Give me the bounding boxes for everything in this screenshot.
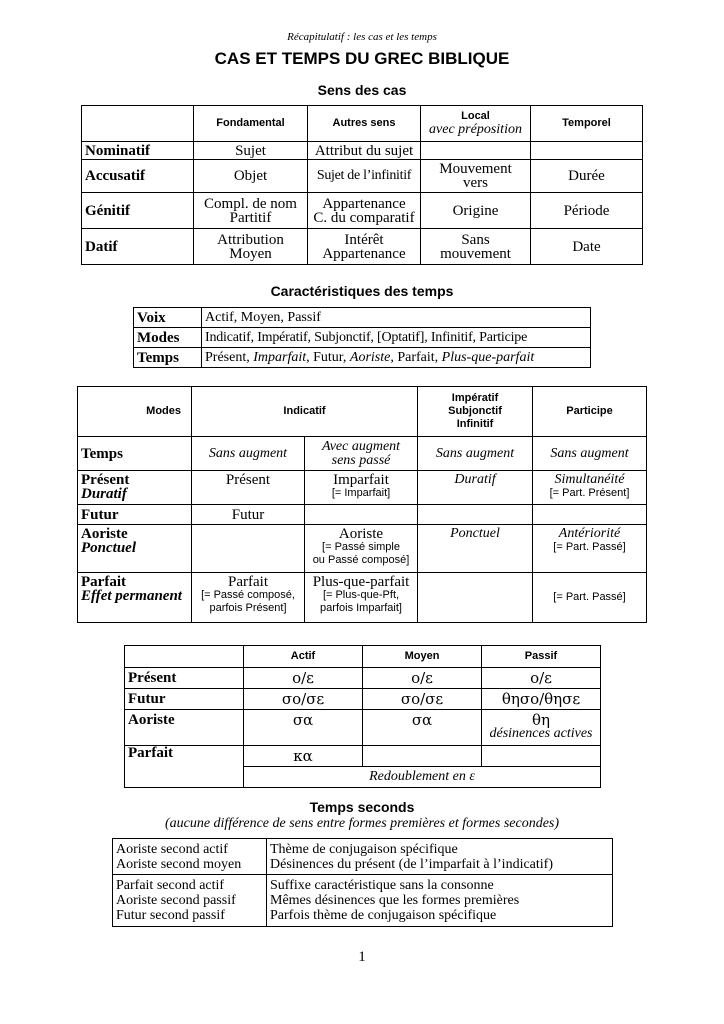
redoublement-note: Redoublement en ε <box>244 767 601 788</box>
case-fondamental <box>194 193 308 229</box>
aoriste-ind2-note: ou Passé composé] <box>312 554 410 566</box>
temps-value <box>202 348 591 368</box>
case-fondamental-line: Compl. de nom <box>204 195 297 212</box>
aoriste-label: Aoriste <box>81 526 128 542</box>
case-autres-sens: Sujet de l’infinitif <box>308 160 421 193</box>
parfait-ind2-note: [= Plus-que-Pft, <box>322 589 400 601</box>
modes-header-imperatif <box>418 387 533 437</box>
voix-label: Voix <box>134 308 202 328</box>
temps-part: , Futur, <box>306 349 350 365</box>
second-group2-right <box>267 875 613 927</box>
voice-header-moyen: Moyen <box>363 646 482 668</box>
present-part <box>533 471 647 505</box>
voice-table <box>124 645 601 788</box>
case-local-line: Sans <box>461 231 490 248</box>
cases-heading: Sens des cas <box>317 82 407 98</box>
voice-actif: σα <box>244 710 363 746</box>
present-sub: Duratif <box>81 486 127 502</box>
second-group2-left <box>113 875 267 927</box>
voice-corner <box>125 646 244 668</box>
aoriste-ind2-note: [= Passé simple <box>322 541 400 553</box>
aoriste-ind1 <box>192 525 305 573</box>
parfait-ind1 <box>192 573 305 623</box>
cases-header-local-label: Local <box>461 110 490 122</box>
voice-row <box>125 710 601 746</box>
cases-row <box>82 160 643 193</box>
aoriste-part-note: [= Part. Passé] <box>553 541 626 553</box>
modes-value: Indicatif, Impératif, Subjonctif, [Optatif], Infinitif, Participe <box>202 328 591 348</box>
avec-augment <box>305 437 418 471</box>
document-subtitle: Récapitulatif : les cas et les temps <box>287 31 437 43</box>
present-ind2-label: Imparfait <box>333 472 389 488</box>
second-tenses-table <box>112 838 613 927</box>
aoriste-label-cell <box>78 525 192 573</box>
case-fondamental-line: Attribution <box>217 231 284 248</box>
second-tenses-subheading: (aucune différence de sens entre formes premières et formes secondes) <box>164 816 560 831</box>
case-autres-sens: Attribut du sujet <box>308 142 421 160</box>
modes-header-line: Infinitif <box>456 418 494 430</box>
second-tense-label: Aoriste second actif <box>116 841 228 857</box>
case-local <box>421 160 531 193</box>
modes-header-line: Impératif <box>451 392 499 404</box>
case-name: Génitif <box>82 193 194 229</box>
voice-passif-note: désinences actives <box>489 726 593 741</box>
case-autres-sens <box>308 193 421 229</box>
sans-augment: Sans augment <box>418 437 533 471</box>
parfait-sub: Effet permanent <box>81 588 182 604</box>
voice-passif: θησο/θησε <box>482 689 601 710</box>
case-autres-line: Appartenance <box>322 245 406 262</box>
second-group1-right <box>267 839 613 875</box>
second-tense-desc: Parfois thème de conjugaison spécifique <box>270 908 497 923</box>
voice-row-label: Futur <box>125 689 244 710</box>
futur-ind1: Futur <box>192 505 305 525</box>
temps-part: Aoriste <box>349 349 391 365</box>
voice-actif: κα <box>244 746 363 767</box>
voice-moyen: σο/σε <box>363 689 482 710</box>
present-part-label: Simultanéité <box>554 472 625 487</box>
case-local: Origine <box>421 193 531 229</box>
modes-label: Modes <box>134 328 202 348</box>
sans-augment: Sans augment <box>192 437 305 471</box>
voice-header-passif: Passif <box>482 646 601 668</box>
parfait-part <box>533 573 647 623</box>
characteristics-heading: Caractéristiques des temps <box>270 283 454 299</box>
second-group1-left <box>113 839 267 875</box>
modes-table <box>77 386 647 623</box>
voice-header-actif: Actif <box>244 646 363 668</box>
case-local-line: vers <box>463 175 488 191</box>
aoriste-imp: Ponctuel <box>418 525 533 573</box>
cases-header-local <box>421 106 531 142</box>
page-number: 1 <box>358 949 366 965</box>
parfait-ind1-note: [= Passé composé, <box>201 589 295 601</box>
cases-row <box>82 229 643 265</box>
case-autres-line: Appartenance <box>322 195 406 212</box>
voice-passif <box>482 746 601 767</box>
temps-part: Plus-que-parfait <box>441 349 535 365</box>
case-temporel: Période <box>531 193 643 229</box>
aoriste-part <box>533 525 647 573</box>
avec-augment-line: sens passé <box>331 452 391 468</box>
modes-header-indicatif: Indicatif <box>192 387 418 437</box>
case-fondamental: Objet <box>194 160 308 193</box>
modes-temps-label: Temps <box>78 437 192 471</box>
aoriste-ind2 <box>305 525 418 573</box>
case-name: Nominatif <box>82 142 194 160</box>
parfait-part-note: [= Part. Passé] <box>553 591 626 603</box>
voice-row <box>125 689 601 710</box>
voice-moyen: σα <box>363 710 482 746</box>
case-local-line: mouvement <box>440 245 511 262</box>
case-fondamental <box>194 229 308 265</box>
present-ind2-note: [= Imparfait] <box>331 487 391 499</box>
case-autres-sens <box>308 229 421 265</box>
case-name: Accusatif <box>82 160 194 193</box>
temps-label: Temps <box>134 348 202 368</box>
parfait-ind2 <box>305 573 418 623</box>
case-autres-line: Intérêt <box>344 231 384 248</box>
sans-augment: Sans augment <box>533 437 647 471</box>
second-tense-label: Aoriste second moyen <box>116 856 242 872</box>
voice-passif-value: θη <box>531 711 551 729</box>
second-tense-label: Parfait second actif <box>116 878 225 893</box>
parfait-label: Parfait <box>81 574 126 590</box>
parfait-ind2-label: Plus-que-parfait <box>312 574 410 590</box>
avec-augment-line: Avec augment <box>321 438 401 454</box>
temps-part: , Parfait, <box>390 349 442 365</box>
voix-value: Actif, Moyen, Passif <box>202 308 591 328</box>
modes-header-modes: Modes <box>78 387 192 437</box>
parfait-ind2-note: parfois Imparfait] <box>320 602 402 614</box>
parfait-ind1-label: Parfait <box>228 574 268 590</box>
present-imp: Duratif <box>418 471 533 505</box>
temps-part: Présent, <box>205 349 254 365</box>
voice-moyen: ο/ε <box>363 668 482 689</box>
voice-actif: σο/σε <box>244 689 363 710</box>
futur-ind2 <box>305 505 418 525</box>
present-ind1: Présent <box>192 471 305 505</box>
voice-moyen <box>363 746 482 767</box>
second-tenses-heading: Temps seconds <box>309 799 415 815</box>
voice-passif <box>482 710 601 746</box>
voice-row <box>125 668 601 689</box>
voice-passif: ο/ε <box>482 668 601 689</box>
characteristics-table <box>133 307 591 368</box>
case-name: Datif <box>82 229 194 265</box>
futur-imp <box>418 505 533 525</box>
document-title: CAS ET TEMPS DU GREC BIBLIQUE <box>214 49 510 68</box>
case-fondamental: Sujet <box>194 142 308 160</box>
second-tense-desc: Désinences du présent (de l’imparfait à l’indicatif) <box>270 856 553 872</box>
case-local-line: Mouvement <box>439 161 512 177</box>
cases-table <box>81 105 643 265</box>
case-temporel: Date <box>531 229 643 265</box>
temps-part: Imparfait <box>253 349 307 365</box>
voice-row-label: Présent <box>125 668 244 689</box>
case-temporel <box>531 142 643 160</box>
cases-header-local-sub: avec préposition <box>429 122 522 137</box>
voice-row <box>125 746 601 767</box>
aoriste-part-label: Antériorité <box>558 526 621 541</box>
cases-row <box>82 193 643 229</box>
aoriste-ind2-label: Aoriste <box>338 526 384 542</box>
present-part-note: [= Part. Présent] <box>549 487 630 499</box>
aoriste-sub: Ponctuel <box>81 540 136 556</box>
cases-row <box>82 142 643 160</box>
second-tense-desc: Thème de conjugaison spécifique <box>270 841 458 857</box>
present-label-cell <box>78 471 192 505</box>
modes-header-participe: Participe <box>533 387 647 437</box>
case-local <box>421 142 531 160</box>
case-fondamental-line: Moyen <box>229 245 272 262</box>
present-ind2 <box>305 471 418 505</box>
voice-row-label: Aoriste <box>125 710 244 746</box>
modes-header-line: Subjonctif <box>448 405 502 417</box>
futur-label: Futur <box>78 505 192 525</box>
futur-part <box>533 505 647 525</box>
case-autres-line: C. du comparatif <box>313 209 415 226</box>
case-temporel: Durée <box>531 160 643 193</box>
voice-row-label: Parfait <box>125 746 244 788</box>
second-tense-desc: Suffixe caractéristique sans la consonne <box>270 878 494 893</box>
second-tense-label: Futur second passif <box>116 908 225 923</box>
cases-corner <box>82 106 194 142</box>
cases-header-fondamental: Fondamental <box>194 106 308 142</box>
cases-header-temporel: Temporel <box>531 106 643 142</box>
case-local <box>421 229 531 265</box>
present-label: Présent <box>81 472 130 488</box>
parfait-label-cell <box>78 573 192 623</box>
second-tense-desc: Mêmes désinences que les formes premières <box>270 893 520 908</box>
second-tense-label: Aoriste second passif <box>116 893 236 908</box>
voice-actif: ο/ε <box>244 668 363 689</box>
case-fondamental-line: Partitif <box>229 209 272 226</box>
parfait-imp <box>418 573 533 623</box>
parfait-ind1-note: parfois Présent] <box>209 602 287 614</box>
cases-header-autres-sens: Autres sens <box>308 106 421 142</box>
